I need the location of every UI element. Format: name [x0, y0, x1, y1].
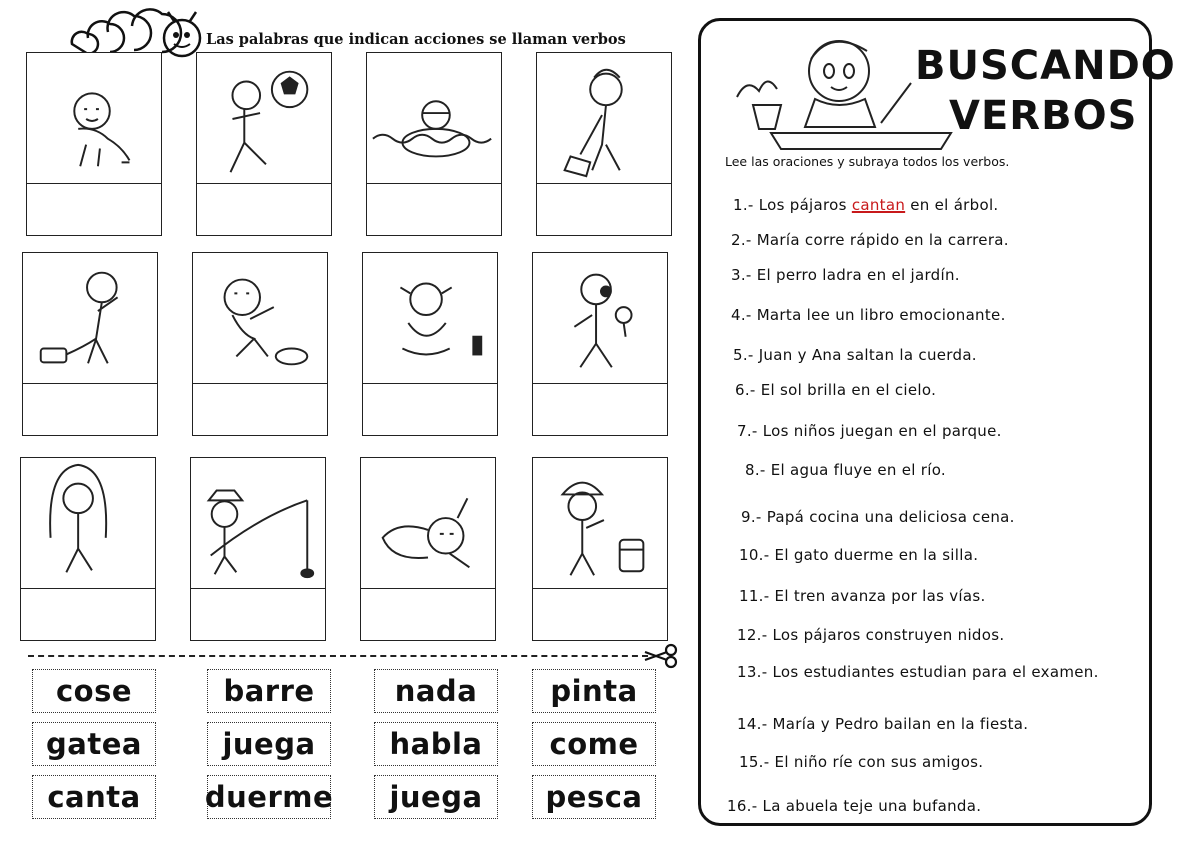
word-card[interactable]: pesca: [532, 775, 656, 819]
answer-box[interactable]: [361, 588, 495, 640]
baby-sleeping-icon: [361, 458, 495, 588]
picture-card-girl-jumping-rope: [20, 457, 156, 641]
picture-card-boy-fishing: [190, 457, 326, 641]
girl-jumping-rope-icon: [21, 458, 155, 588]
baby-crawling-icon: [27, 53, 161, 183]
word-card[interactable]: juega: [374, 775, 498, 819]
picture-card-baby-eating: [192, 252, 328, 436]
picture-card-child-with-magnifier: [532, 252, 668, 436]
scissors-icon: [641, 642, 681, 670]
baby-eating-icon: [193, 253, 327, 383]
picture-card-baby-crawling: [26, 52, 162, 236]
sentence[interactable]: 3.- El perro ladra en el jardín.: [731, 266, 960, 284]
answer-box[interactable]: [191, 588, 325, 640]
boy-painting-icon: [533, 458, 667, 588]
word-card[interactable]: cose: [32, 669, 156, 713]
answer-box[interactable]: [533, 588, 667, 640]
sentence[interactable]: 6.- El sol brilla en el cielo.: [735, 381, 937, 399]
title-line-2: VERBOS: [949, 93, 1138, 139]
word-card[interactable]: canta: [32, 775, 156, 819]
answer-box[interactable]: [27, 183, 161, 235]
answer-box[interactable]: [197, 183, 331, 235]
answer-box[interactable]: [363, 383, 497, 435]
example-suffix: en el árbol.: [905, 196, 999, 214]
picture-card-baby-sleeping: [360, 457, 496, 641]
girl-sewing-icon: [363, 253, 497, 383]
answer-box[interactable]: [533, 383, 667, 435]
sentence[interactable]: 16.- La abuela teje una bufanda.: [727, 797, 982, 815]
sentence[interactable]: 10.- El gato duerme en la silla.: [739, 546, 979, 564]
answer-box[interactable]: [23, 383, 157, 435]
sentence[interactable]: 7.- Los niños juegan en el parque.: [737, 422, 1002, 440]
example-sentence: [733, 196, 999, 214]
sentence[interactable]: 5.- Juan y Ana saltan la cuerda.: [733, 346, 977, 364]
picture-card-boy-kicking-ball: [196, 52, 332, 236]
right-worksheet: [698, 18, 1176, 826]
title-line-1: BUSCANDO: [915, 43, 1176, 89]
picture-card-boy-painting: [532, 457, 668, 641]
answer-box[interactable]: [367, 183, 501, 235]
girl-sweeping-icon: [537, 53, 671, 183]
left-sheet-title: Las palabras que indican acciones se llaman verbos: [206, 31, 626, 48]
sentence[interactable]: 2.- María corre rápido en la carrera.: [731, 231, 1009, 249]
example-prefix: 1.- Los pájaros: [733, 196, 852, 214]
answer-box[interactable]: [537, 183, 671, 235]
child-swimming-icon: [367, 53, 501, 183]
sentence[interactable]: 13.- Los estudiantes estudian para el examen.: [737, 663, 1099, 681]
word-card[interactable]: habla: [374, 722, 498, 766]
word-card[interactable]: juega: [207, 722, 331, 766]
sentence[interactable]: 9.- Papá cocina una deliciosa cena.: [741, 508, 1015, 526]
answer-box[interactable]: [21, 588, 155, 640]
word-card[interactable]: barre: [207, 669, 331, 713]
underlined-verb: cantan: [851, 196, 906, 214]
cut-line: [28, 655, 648, 657]
sentence[interactable]: 12.- Los pájaros construyen nidos.: [737, 626, 1005, 644]
sentence[interactable]: 11.- El tren avanza por las vías.: [739, 587, 986, 605]
word-card[interactable]: come: [532, 722, 656, 766]
picture-card-girl-sweeping: [536, 52, 672, 236]
girl-on-phone-icon: [23, 253, 157, 383]
picture-card-girl-sewing: [362, 252, 498, 436]
word-card[interactable]: gatea: [32, 722, 156, 766]
sentence[interactable]: 14.- María y Pedro bailan en la fiesta.: [737, 715, 1029, 733]
word-card[interactable]: duerme: [207, 775, 331, 819]
boy-kicking-ball-icon: [197, 53, 331, 183]
word-card[interactable]: pinta: [532, 669, 656, 713]
sentence[interactable]: 8.- El agua fluye en el río.: [745, 461, 946, 479]
picture-card-girl-on-phone: [22, 252, 158, 436]
boy-fishing-icon: [191, 458, 325, 588]
word-card[interactable]: nada: [374, 669, 498, 713]
child-with-magnifier-icon: [533, 253, 667, 383]
picture-card-child-swimming: [366, 52, 502, 236]
answer-box[interactable]: [193, 383, 327, 435]
sentence[interactable]: 15.- El niño ríe con sus amigos.: [739, 753, 984, 771]
sentence[interactable]: 4.- Marta lee un libro emocionante.: [731, 306, 1006, 324]
instruction-text: Lee las oraciones y subraya todos los verbos.: [725, 154, 1010, 169]
